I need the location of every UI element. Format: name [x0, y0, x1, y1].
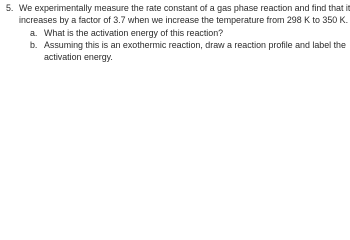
part-b-line-2: activation energy.	[44, 52, 113, 63]
stem-line-1: We experimentally measure the rate constant of a gas phase reaction and find that it	[19, 3, 350, 13]
question-number: 5.	[6, 3, 14, 13]
question-stem	[6, 2, 348, 27]
stem-line-2: increases by a factor of 3.7 when we increase the temperature from 298 K to 350 K.	[19, 15, 349, 26]
part-b-text	[44, 39, 346, 64]
question-stem-text	[19, 2, 350, 27]
part-a-letter: a.	[30, 27, 38, 38]
question-5	[6, 2, 348, 63]
part-b	[30, 39, 348, 64]
part-a-line-1: What is the activation energy of this reaction?	[44, 27, 224, 38]
part-b-letter: b.	[30, 39, 38, 50]
part-a-text	[44, 27, 223, 39]
part-a	[30, 27, 348, 39]
question-parts	[30, 27, 348, 64]
part-b-line-1: Assuming this is an exothermic reaction, draw a reaction profile and label the	[44, 39, 346, 50]
